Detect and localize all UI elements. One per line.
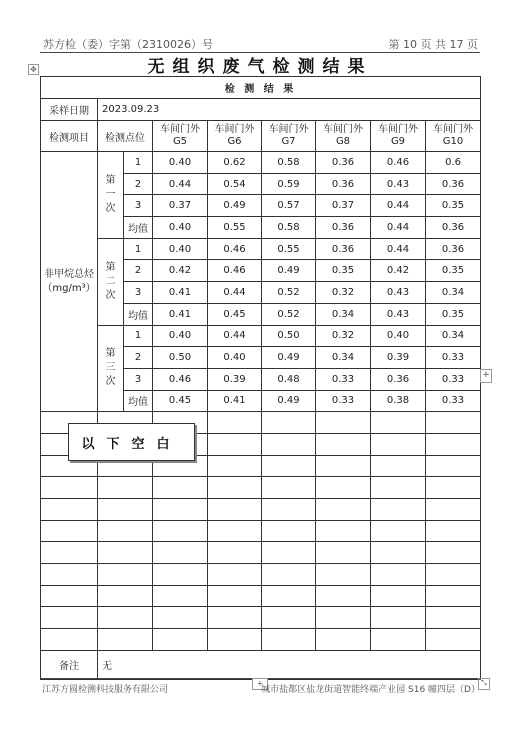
value-cell: 0.35 <box>426 303 481 325</box>
value-cell: 0.36 <box>316 173 371 195</box>
value-cell: 0.46 <box>208 260 262 282</box>
table-row <box>41 238 481 260</box>
sample-index: 2 <box>124 173 153 195</box>
table-resize-icon[interactable]: ⤡ <box>478 678 490 690</box>
blank-cell <box>208 542 262 564</box>
item-name-cell <box>41 152 98 412</box>
value-cell: 0.43 <box>371 303 426 325</box>
sample-index: 3 <box>124 282 153 304</box>
value-cell: 0.34 <box>426 325 481 347</box>
blank-cell <box>153 629 208 651</box>
value-cell: 0.35 <box>426 195 481 217</box>
blank-cell <box>316 412 371 434</box>
blank-cell <box>426 585 481 607</box>
site-code: G6 <box>227 136 242 147</box>
site-header <box>426 121 481 152</box>
value-cell: 0.46 <box>371 152 426 174</box>
site-name: 车间门外 <box>268 124 309 135</box>
value-cell: 0.44 <box>208 325 262 347</box>
blank-cell <box>426 412 481 434</box>
value-cell: 0.35 <box>426 260 481 282</box>
results-table <box>40 76 481 680</box>
site-header <box>262 121 316 152</box>
company-name: 江苏方圆检测科技服务有限公司 <box>42 685 169 695</box>
value-cell: 0.49 <box>208 195 262 217</box>
blank-cell <box>98 477 153 499</box>
blank-cell <box>371 499 426 521</box>
blank-cell <box>98 607 153 629</box>
blank-cell <box>316 607 371 629</box>
item-unit: （mg/m³） <box>42 282 96 294</box>
blank-cell <box>426 520 481 542</box>
value-cell: 0.42 <box>153 260 208 282</box>
blank-cell <box>316 499 371 521</box>
value-cell: 0.40 <box>153 217 208 239</box>
blank-cell <box>262 629 316 651</box>
blank-cell <box>262 412 316 434</box>
value-cell: 0.33 <box>316 390 371 412</box>
blank-cell <box>316 585 371 607</box>
blank-cell <box>208 477 262 499</box>
remark-value: 无 <box>98 650 481 679</box>
blank-cell <box>41 499 98 521</box>
value-cell: 0.38 <box>371 390 426 412</box>
value-cell: 0.43 <box>371 282 426 304</box>
value-cell: 0.40 <box>153 152 208 174</box>
table-row <box>41 325 481 347</box>
value-cell: 0.50 <box>153 347 208 369</box>
value-cell: 0.59 <box>262 173 316 195</box>
blank-cell <box>316 520 371 542</box>
blank-cell <box>371 629 426 651</box>
value-cell: 0.40 <box>371 325 426 347</box>
value-cell: 0.33 <box>426 390 481 412</box>
blank-cell <box>316 629 371 651</box>
site-name: 车间门外 <box>323 124 363 135</box>
blank-cell <box>41 542 98 564</box>
blank-cell <box>316 542 371 564</box>
blank-cell <box>41 564 98 586</box>
blank-stamp: 以下空白 <box>68 423 195 461</box>
group-label: 第二次 <box>98 238 124 325</box>
table-row <box>41 152 481 174</box>
site-code: G9 <box>390 136 406 147</box>
blank-cell <box>371 412 426 434</box>
value-cell: 0.41 <box>208 390 262 412</box>
sample-index: 均值 <box>124 390 153 412</box>
col-item-header: 检测项目 <box>41 121 98 152</box>
value-cell: 0.52 <box>262 282 316 304</box>
value-cell: 0.36 <box>316 238 371 260</box>
value-cell: 0.62 <box>208 152 262 174</box>
blank-cell <box>153 607 208 629</box>
sample-index: 3 <box>124 368 153 390</box>
blank-cell <box>262 477 316 499</box>
value-cell: 0.52 <box>262 303 316 325</box>
table-row <box>41 121 481 152</box>
value-cell: 0.41 <box>153 282 208 304</box>
table-row <box>41 564 481 586</box>
document-title: 无组织废气检测结果 <box>147 57 373 77</box>
blank-cell <box>426 542 481 564</box>
value-cell: 0.32 <box>316 325 371 347</box>
blank-cell <box>153 585 208 607</box>
sample-index: 1 <box>124 325 153 347</box>
site-code: G8 <box>335 136 351 147</box>
blank-cell <box>208 433 262 455</box>
site-header <box>316 121 371 152</box>
value-cell: 0.36 <box>426 173 481 195</box>
value-cell: 0.55 <box>208 217 262 239</box>
value-cell: 0.36 <box>316 152 371 174</box>
blank-cell <box>426 477 481 499</box>
blank-cell <box>41 477 98 499</box>
value-cell: 0.39 <box>371 347 426 369</box>
blank-cell <box>371 564 426 586</box>
value-cell: 0.44 <box>371 195 426 217</box>
value-cell: 0.37 <box>153 195 208 217</box>
value-cell: 0.49 <box>262 390 316 412</box>
value-cell: 0.57 <box>262 195 316 217</box>
table-row <box>41 477 481 499</box>
value-cell: 0.54 <box>208 173 262 195</box>
table-row <box>41 499 481 521</box>
blank-cell <box>262 607 316 629</box>
blank-cell <box>98 629 153 651</box>
table-row <box>41 650 481 679</box>
value-cell: 0.36 <box>426 217 481 239</box>
blank-cell <box>262 499 316 521</box>
value-cell: 0.6 <box>426 152 481 174</box>
value-cell: 0.36 <box>316 217 371 239</box>
site-header <box>371 121 426 152</box>
value-cell: 0.41 <box>153 303 208 325</box>
item-name: 非甲烷总烃 <box>44 268 94 280</box>
blank-cell <box>98 564 153 586</box>
blank-cell <box>153 542 208 564</box>
table-row <box>41 607 481 629</box>
value-cell: 0.44 <box>371 238 426 260</box>
value-cell: 0.35 <box>316 260 371 282</box>
blank-cell <box>208 629 262 651</box>
blank-cell <box>262 433 316 455</box>
value-cell: 0.39 <box>208 368 262 390</box>
blank-cell <box>371 455 426 477</box>
site-name: 车间门外 <box>160 124 200 135</box>
value-cell: 0.49 <box>262 347 316 369</box>
group-label: 第三次 <box>98 325 124 412</box>
site-name: 车间门外 <box>433 124 474 135</box>
value-cell: 0.58 <box>262 217 316 239</box>
sample-index: 1 <box>124 238 153 260</box>
value-cell: 0.42 <box>371 260 426 282</box>
blank-cell <box>262 542 316 564</box>
sample-index: 2 <box>124 347 153 369</box>
sample-index: 2 <box>124 260 153 282</box>
blank-cell <box>208 412 262 434</box>
sample-index: 1 <box>124 152 153 174</box>
blank-cell <box>208 607 262 629</box>
site-code: G5 <box>172 136 188 147</box>
remark-label: 备注 <box>41 650 98 679</box>
blank-cell <box>316 455 371 477</box>
sample-index: 均值 <box>124 303 153 325</box>
table-row <box>41 520 481 542</box>
value-cell: 0.36 <box>426 238 481 260</box>
value-cell: 0.37 <box>316 195 371 217</box>
date-label: 采样日期 <box>41 99 98 121</box>
site-code: G10 <box>442 136 464 147</box>
value-cell: 0.36 <box>371 368 426 390</box>
blank-cell <box>426 607 481 629</box>
table-row <box>41 542 481 564</box>
site-header <box>208 121 262 152</box>
blank-cell <box>426 564 481 586</box>
col-point-header: 检测点位 <box>98 121 153 152</box>
value-cell: 0.44 <box>153 173 208 195</box>
value-cell: 0.33 <box>426 347 481 369</box>
value-cell: 0.32 <box>316 282 371 304</box>
blank-cell <box>208 455 262 477</box>
site-code: G7 <box>281 136 296 147</box>
blank-cell <box>41 629 98 651</box>
site-header <box>153 121 208 152</box>
company-address: 城市盐都区盐龙街道智能终端产业园 S16 幢四层（D） <box>261 685 480 695</box>
table-move-handle-icon[interactable]: ✥ <box>28 64 39 75</box>
date-value: 2023.09.23 <box>98 99 481 121</box>
table-row <box>41 99 481 121</box>
value-cell: 0.46 <box>153 368 208 390</box>
value-cell: 0.48 <box>262 368 316 390</box>
value-cell: 0.43 <box>371 173 426 195</box>
blank-cell <box>98 542 153 564</box>
table-row <box>41 629 481 651</box>
site-name: 车间门外 <box>214 124 255 135</box>
sample-index: 均值 <box>124 217 153 239</box>
blank-cell <box>426 499 481 521</box>
page-indicator: 第 10 页 共 17 页 <box>388 38 478 51</box>
report-number: 苏方检（委）字第（2310026）号 <box>43 38 213 51</box>
blank-cell <box>371 477 426 499</box>
blank-cell <box>262 585 316 607</box>
add-row-icon[interactable]: + <box>252 678 268 690</box>
value-cell: 0.40 <box>208 347 262 369</box>
blank-cell <box>426 629 481 651</box>
blank-cell <box>208 499 262 521</box>
value-cell: 0.34 <box>316 303 371 325</box>
blank-cell <box>262 564 316 586</box>
blank-cell <box>371 585 426 607</box>
value-cell: 0.33 <box>426 368 481 390</box>
blank-cell <box>41 520 98 542</box>
blank-cell <box>371 433 426 455</box>
sample-index: 3 <box>124 195 153 217</box>
blank-cell <box>316 477 371 499</box>
value-cell: 0.40 <box>153 238 208 260</box>
value-cell: 0.49 <box>262 260 316 282</box>
table-row <box>41 585 481 607</box>
blank-cell <box>262 520 316 542</box>
blank-cell <box>98 520 153 542</box>
blank-cell <box>41 585 98 607</box>
blank-cell <box>316 433 371 455</box>
blank-cell <box>41 607 98 629</box>
section-title: 检 测 结 果 <box>41 77 481 99</box>
group-label: 第一次 <box>98 152 124 239</box>
value-cell: 0.34 <box>426 282 481 304</box>
blank-cell <box>98 499 153 521</box>
value-cell: 0.55 <box>262 238 316 260</box>
blank-cell <box>426 455 481 477</box>
site-name: 车间门外 <box>378 124 418 135</box>
blank-cell <box>153 477 208 499</box>
value-cell: 0.44 <box>371 217 426 239</box>
value-cell: 0.45 <box>208 303 262 325</box>
blank-cell <box>426 433 481 455</box>
blank-cell <box>208 585 262 607</box>
blank-cell <box>371 542 426 564</box>
blank-cell <box>208 564 262 586</box>
blank-cell <box>371 607 426 629</box>
value-cell: 0.34 <box>316 347 371 369</box>
blank-cell <box>153 564 208 586</box>
value-cell: 0.40 <box>153 325 208 347</box>
blank-cell <box>262 455 316 477</box>
value-cell: 0.33 <box>316 368 371 390</box>
blank-cell <box>208 520 262 542</box>
value-cell: 0.50 <box>262 325 316 347</box>
blank-cell <box>316 564 371 586</box>
add-column-icon[interactable]: + <box>480 369 492 383</box>
value-cell: 0.45 <box>153 390 208 412</box>
blank-cell <box>153 520 208 542</box>
blank-cell <box>153 499 208 521</box>
blank-cell <box>98 585 153 607</box>
blank-cell <box>371 520 426 542</box>
value-cell: 0.58 <box>262 152 316 174</box>
table-row <box>41 77 481 99</box>
value-cell: 0.44 <box>208 282 262 304</box>
value-cell: 0.46 <box>208 238 262 260</box>
